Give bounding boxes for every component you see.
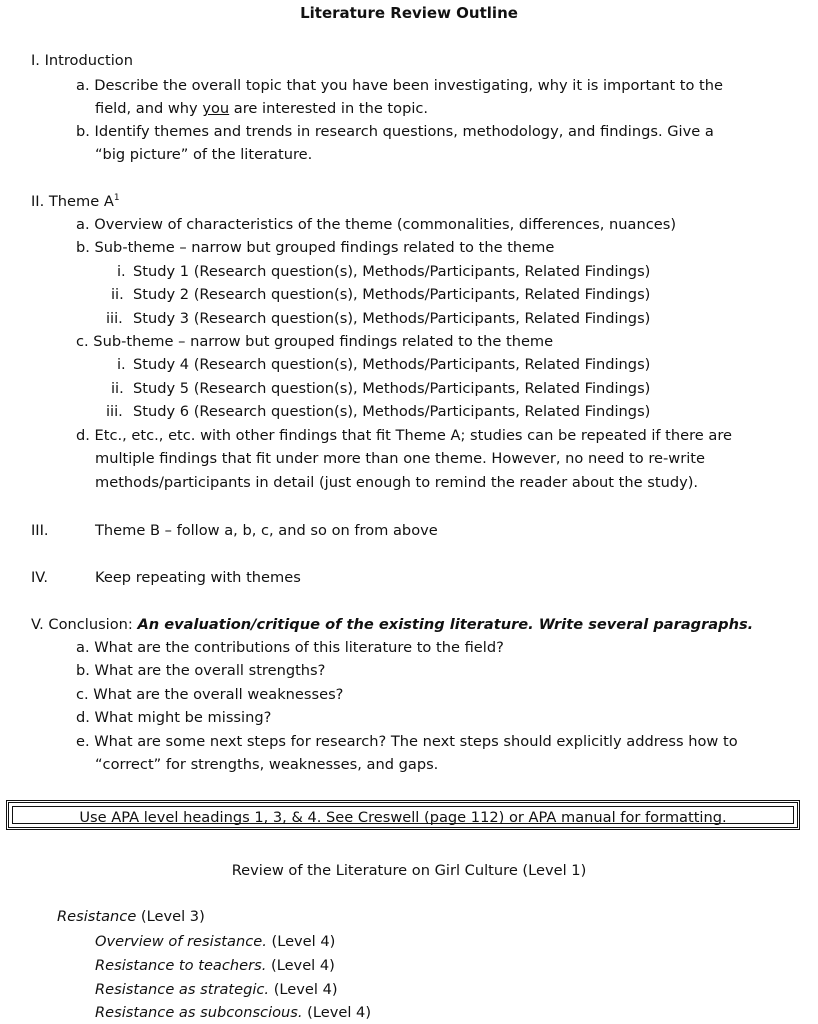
theme-a-item-d-line3: methods/participants in detail (just enough to remind the reader about the study). (95, 474, 699, 491)
study-6-numeral: iii. (106, 403, 123, 420)
conclusion-item-d: d. What might be missing? (76, 709, 272, 726)
example-level4-teachers: Resistance to teachers. (Level 4) (95, 957, 335, 974)
section-repeat-text: Keep repeating with themes (95, 569, 301, 586)
theme-a-item-d-line2: multiple findings that fit under more than one theme. However, no need to re-write (95, 450, 705, 467)
study-1-text: Study 1 (Research question(s), Methods/Participants, Related Findings) (133, 263, 651, 280)
conclusion-item-b: b. What are the overall strengths? (76, 662, 326, 679)
apa-note-text: Use APA level headings 1, 3, & 4. See Creswell (page 112) or APA manual for formatting. (79, 809, 727, 826)
footnote-marker: 1 (113, 193, 120, 203)
study-4-text: Study 4 (Research question(s), Methods/Participants, Related Findings) (133, 356, 651, 373)
study-5-numeral: ii. (111, 380, 124, 397)
example-level4-strategic: Resistance as strategic. (Level 4) (95, 981, 338, 998)
conclusion-item-e-line2: “correct” for strengths, weaknesses, and gaps. (95, 756, 439, 773)
conclusion-item-e-line1: e. What are some next steps for research? The next steps should explicitly address how to (76, 733, 738, 750)
study-1-numeral: i. (117, 263, 126, 280)
conclusion-item-c: c. What are the overall weaknesses? (76, 686, 344, 703)
section-theme-b-numeral: III. (31, 522, 49, 539)
section-theme-b-text: Theme B – follow a, b, c, and so on from above (95, 522, 438, 539)
intro-item-a-line2: field, and why you are interested in the topic. (95, 100, 429, 117)
study-2-numeral: ii. (111, 286, 124, 303)
section-introduction-heading: I. Introduction (31, 52, 133, 69)
example-level4-overview: Overview of resistance. (Level 4) (95, 933, 336, 950)
conclusion-item-a: a. What are the contributions of this literature to the field? (76, 639, 504, 656)
theme-a-item-b: b. Sub-theme – narrow but grouped findings related to the theme (76, 239, 555, 256)
theme-a-item-a: a. Overview of characteristics of the theme (commonalities, differences, nuances) (76, 216, 677, 233)
intro-item-b-line2: “big picture” of the literature. (95, 146, 313, 163)
example-level4-subconscious: Resistance as subconscious. (Level 4) (95, 1004, 372, 1021)
example-level1-heading: Review of the Literature on Girl Culture (Level 1) (231, 862, 587, 879)
section-repeat-numeral: IV. (31, 569, 49, 586)
study-3-numeral: iii. (106, 310, 123, 327)
section-theme-a-heading: II. Theme $A^1$ (31, 192, 120, 210)
document-title: Literature Review Outline (300, 4, 518, 22)
study-3-text: Study 3 (Research question(s), Methods/Participants, Related Findings) (133, 310, 651, 327)
theme-a-item-c: c. Sub-theme – narrow but grouped findings related to the theme (76, 333, 554, 350)
intro-item-a-line1: a. Describe the overall topic that you have been investigating, why it is important to the (76, 77, 723, 94)
example-level3-heading: Resistance (Level 3) (57, 908, 205, 925)
theme-a-item-d-line1: d. Etc., etc., etc. with other findings that fit Theme A; studies can be repeated if there are (76, 427, 733, 444)
apa-note-box (6, 800, 800, 830)
intro-item-b-line1: b. Identify themes and trends in research questions, methodology, and findings. Give a (76, 123, 714, 140)
section-conclusion-heading: V. Conclusion: An evaluation/critique of the existing literature. Write several paragraphs. (31, 616, 754, 633)
study-2-text: Study 2 (Research question(s), Methods/Participants, Related Findings) (133, 286, 651, 303)
study-4-numeral: i. (117, 356, 126, 373)
study-5-text: Study 5 (Research question(s), Methods/Participants, Related Findings) (133, 380, 651, 397)
study-6-text: Study 6 (Research question(s), Methods/Participants, Related Findings) (133, 403, 651, 420)
